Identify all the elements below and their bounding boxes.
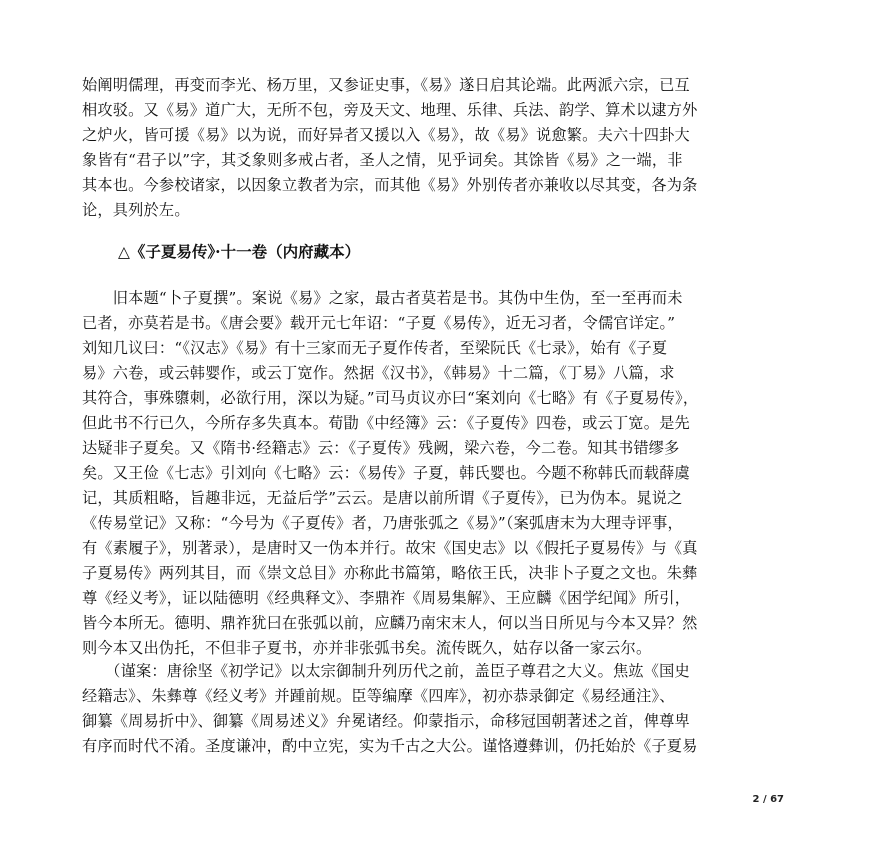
text-line: 相攻驳。又《易》道广大，无所不包，旁及天文、地理、乐律、兵法、韵学、算术以逮方外 — [82, 101, 698, 119]
text-line: 始阐明儒理，再变而李光、杨万里，又参证史事，《易》遂日启其论端。此两派六宗，已互 — [82, 76, 690, 94]
intro-paragraph — [82, 73, 788, 223]
text-line: 刘知几议曰：“《汉志》《易》有十三家而无子夏作传者，至梁阮氏《七录》，始有《子夏 — [82, 339, 668, 357]
text-line: 矣。又王俭《七志》引刘向《七略》云：《易传》子夏，韩氏婴也。今题不称韩氏而载薛虞 — [82, 464, 690, 482]
text-line: 子夏易传》两列其目，而《崇文总目》亦称此书篇第，略依王氏，决非卜子夏之文也。朱彝 — [82, 564, 698, 582]
text-line: 记，其质粗略，旨趣非远，无益后学”云云。是唐以前所谓《子夏传》，已为伪本。晁说之 — [82, 489, 683, 507]
note-paragraph — [82, 659, 788, 759]
text-line: 达疑非子夏矣。又《隋书·经籍志》云：《子夏传》残阙，梁六卷，今二卷。知其书错缪多 — [82, 439, 680, 457]
text-line: 但此书不行已久，今所存多失真本。荀勖《中经簿》云：《子夏传》四卷，或云丁宽。是先 — [82, 414, 690, 432]
text-line: 皆今本所无。德明、鼎祚犹曰在张弧以前，应麟乃南宋末人，何以当日所见与今本又异？然 — [82, 614, 698, 632]
text-line: 则今本又出伪托，不但非子夏书，亦并非张弧书矣。流传既久，姑存以备一家云尔。 — [82, 639, 652, 657]
text-line: 其符合，事殊隳刺，必欲行用，深以为疑。”司马贞议亦曰“案刘向《七略》有《子夏易传》， — [82, 389, 699, 407]
text-line: 其本也。今参校诸家，以因象立教者为宗，而其他《易》外别传者亦兼收以尽其变，各为条 — [82, 176, 698, 194]
page-number: 2 / 67 — [752, 794, 784, 805]
text-line: 有《素履子》，别著录），是唐时又一伪本并行。故宋《国史志》以《假托子夏易传》与《真 — [82, 539, 698, 557]
body-paragraph — [82, 286, 788, 661]
text-line: 象皆有“君子以”字，其爻象则多戒占者，圣人之情，见乎词矣。其馀皆《易》之一端，非 — [82, 151, 683, 169]
text-line: 论，具列於左。 — [82, 201, 190, 219]
text-line: 《传易堂记》又称：“今号为《子夏传》者，乃唐张弧之《易》”（案弧唐末为大理寺评事， — [82, 514, 683, 532]
text-line: 易》六卷，或云韩婴作，或云丁宽作。然据《汉书》，《韩易》十二篇，《丁易》八篇，求 — [82, 364, 675, 382]
text-line: 御纂《周易折中》、御纂《周易述义》弁冕诸经。仰蒙指示，命移冠国朝著述之首，俾尊卑 — [82, 712, 690, 730]
text-line: 有序而时代不淆。圣度谦冲，酌中立宪，实为千古之大公。谨恪遵彝训，仍托始於《子夏易 — [82, 737, 698, 755]
text-line: 已者，亦莫若是书。《唐会要》载开元七年诏：“子夏《易传》，近无习者，令儒官详定。” — [82, 314, 676, 332]
text-line: 旧本题“卜子夏撰”。案说《易》之家，最古者莫若是书。其伪中生伪，至一至再而未 — [82, 289, 683, 307]
section-heading: △《子夏易传》·十一卷（内府藏本） — [118, 242, 361, 261]
text-line: 尊《经义考》，证以陆德明《经典释文》、李鼎祚《周易集解》、王应麟《困学纪闻》所引， — [82, 589, 691, 607]
text-line: （谨案：唐徐坚《初学记》以太宗御制升列历代之前，盖臣子尊君之大义。焦竑《国史 — [82, 662, 690, 680]
text-line: 之炉火，皆可援《易》以为说，而好异者又援以入《易》，故《易》说愈繁。夫六十四卦大 — [82, 126, 690, 144]
text-line: 经籍志》、朱彝尊《经义考》并踵前规。臣等编摩《四库》，初亦恭录御定《易经通注》、 — [82, 687, 675, 705]
